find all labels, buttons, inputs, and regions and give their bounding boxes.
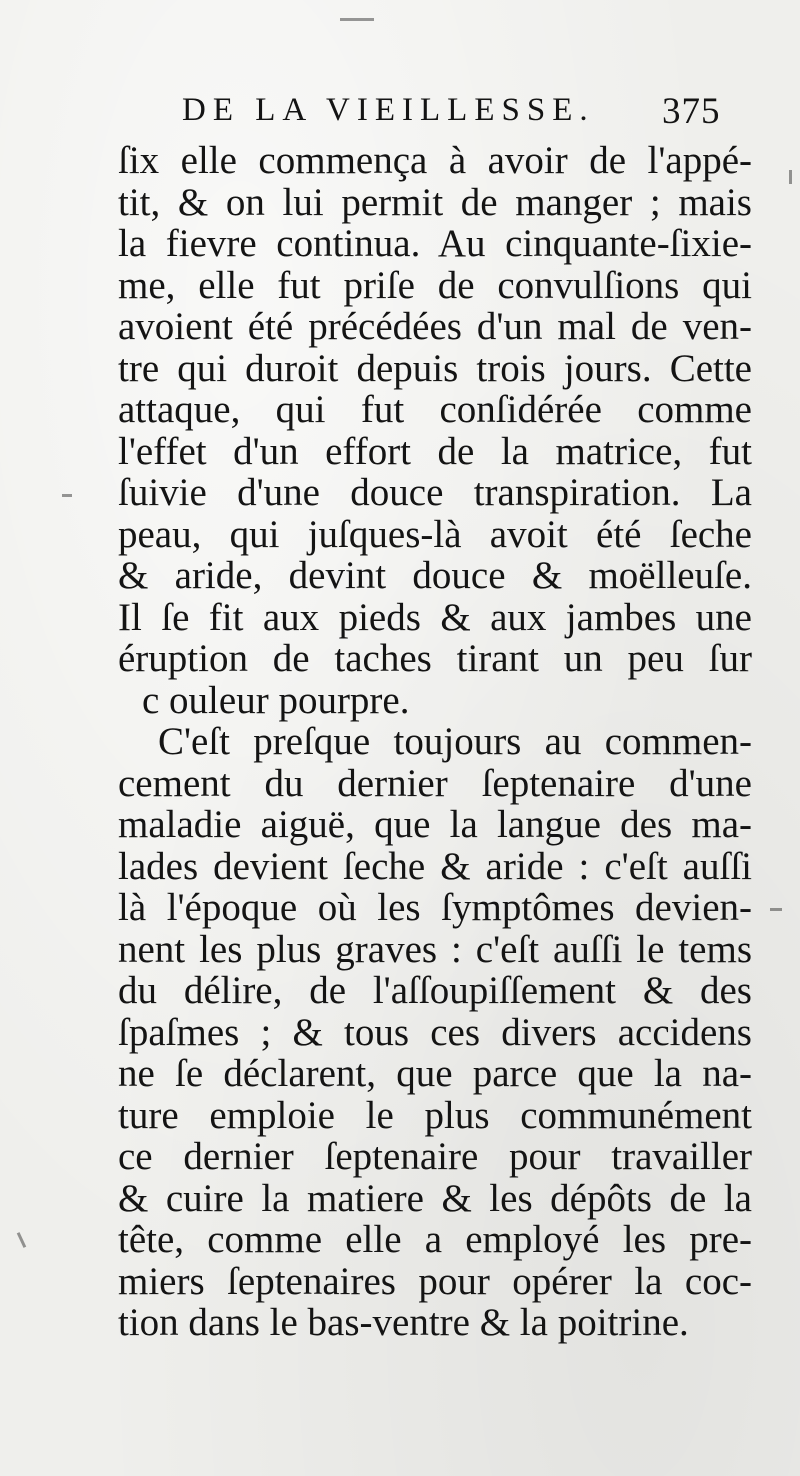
- text-line: c ouleur pourpre.: [142, 678, 410, 722]
- body-text: [118, 140, 752, 1344]
- text-line: ne ſe déclarent, que parce que la na-: [118, 1052, 752, 1095]
- text-line: peau, qui juſques-là avoit été ſeche: [118, 512, 752, 556]
- text-line: éruption de taches tirant un peu ſur: [118, 637, 752, 680]
- running-title: DE LA VIEILLESSE.: [182, 92, 595, 128]
- text-line: tion dans le bas-ventre & la poitrine.: [118, 1301, 689, 1344]
- text-line: maladie aiguë, que la langue des ma-: [118, 803, 752, 846]
- text-line: du délire, de l'aſſoupiſſement & des: [118, 969, 752, 1012]
- text-line: nent les plus graves : c'eſt auſſi le tems: [118, 927, 752, 971]
- text-line: tit, & on lui permit de manger ; mais: [118, 180, 752, 224]
- text-line: cement du dernier ſeptenaire d'une: [118, 761, 752, 805]
- text-line: ſpaſmes ; & tous ces divers accidens: [118, 1010, 752, 1054]
- text-line: miers ſeptenaires pour opérer la coc-: [118, 1259, 752, 1303]
- text-line: tre qui duroit depuis trois jours. Cette: [118, 346, 752, 390]
- margin-speck: [789, 170, 792, 184]
- page-number: 375: [662, 91, 721, 132]
- text-line: me, elle fut priſe de convulſions qui: [118, 263, 752, 307]
- text-line: ture emploie le plus communément: [118, 1093, 752, 1137]
- page-header: [182, 92, 772, 136]
- text-line: attaque, qui fut conſidérée comme: [118, 388, 752, 431]
- text-line: avoient été précédées d'un mal de ven-: [118, 305, 752, 348]
- top-printer-mark: [340, 18, 374, 21]
- margin-speck: [62, 494, 72, 497]
- text-line: ce dernier ſeptenaire pour travailler: [118, 1135, 752, 1178]
- text-line: là l'époque où les ſymptômes devien-: [118, 886, 752, 929]
- text-line: la fievre continua. Au cinquante-ſixie-: [118, 222, 752, 265]
- margin-speck: [17, 1232, 26, 1248]
- text-line: ſix elle commença à avoir de l'appé-: [118, 139, 752, 182]
- text-line: lades devient ſeche & aride : c'eſt auſſi: [118, 844, 752, 888]
- text-line: tête, comme elle a employé les pre-: [118, 1218, 752, 1261]
- text-line: l'effet d'un effort de la matrice, fut: [118, 429, 752, 473]
- text-line: & aride, devint douce & moëlleuſe.: [118, 554, 752, 597]
- paragraph-start-line: C'eſt preſque toujours au commen-: [158, 720, 752, 763]
- text-line: ſuivie d'une douce transpiration. La: [118, 471, 752, 514]
- margin-speck: [770, 908, 782, 911]
- text-line: Il ſe fit aux pieds & aux jambes une: [118, 595, 752, 639]
- text-line: & cuire la matiere & les dépôts de la: [118, 1176, 752, 1220]
